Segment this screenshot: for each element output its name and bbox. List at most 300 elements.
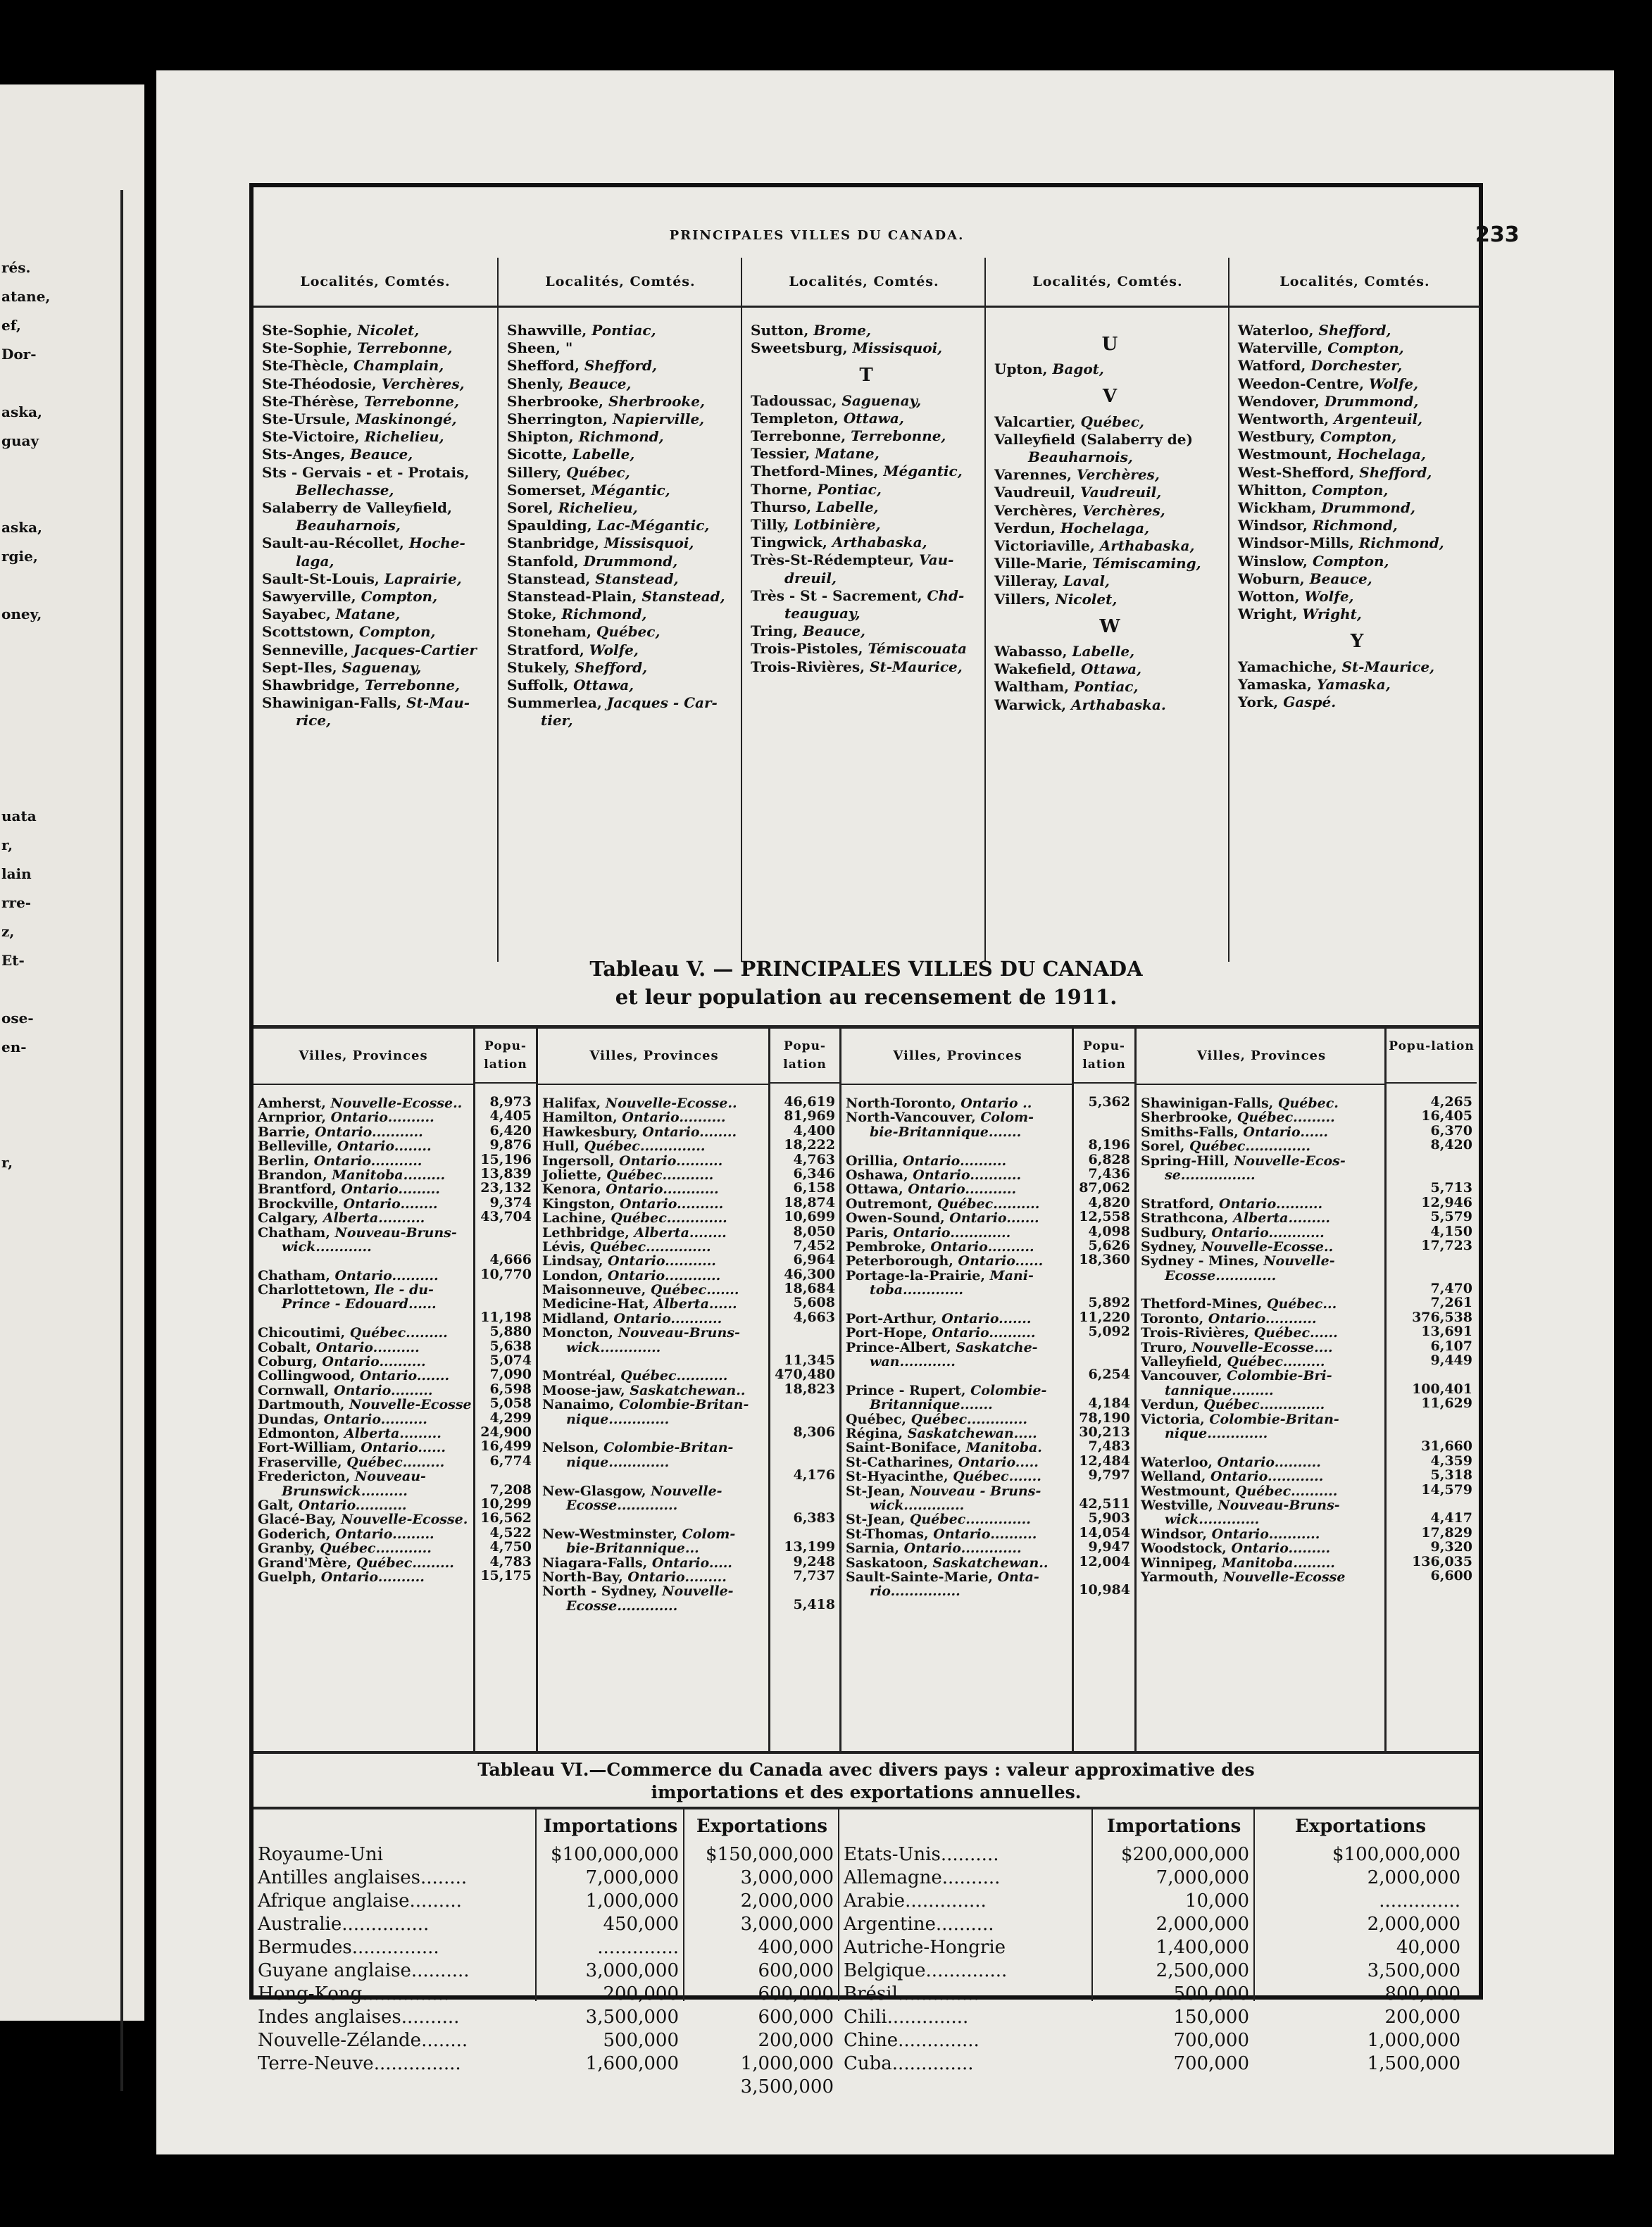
city-name: Charlottetown, [258,1283,375,1298]
population-value [1387,1167,1477,1181]
locality-name: Ste-Sophie, [262,322,358,339]
tableau5-population-body [475,1084,536,1583]
province-name: wick............. [870,1498,965,1513]
city-name: Sudbury, [1141,1225,1212,1240]
tableau5-row [538,1326,770,1340]
city-name: Goderich, [258,1526,336,1542]
population-value: 8,050 [793,1223,835,1239]
city-name: Fredericton, [258,1469,355,1484]
tableau5-row [254,1326,473,1340]
county-name: Dorchester, [1310,357,1403,375]
county-name: Verchères, [381,375,465,392]
tableau5-row [841,1139,1074,1153]
leader-dots: .............. [897,1983,980,2005]
tableau6-imports-body [1093,1843,1255,2076]
tableau5-row [841,1226,1074,1240]
city-name: Lachine, [542,1211,611,1226]
export-value: 800,000 [1384,1983,1460,2005]
locality-entry [507,499,738,517]
locality-name: Suffolk, [507,677,574,694]
tableau5-row [538,1384,770,1398]
province-name: Ontario............ [606,1182,719,1197]
city-name: Port-Hope, [846,1326,932,1341]
city-name: Maisonneuve, [542,1283,651,1298]
export-value: 200,000 [1384,2007,1460,2028]
province-name: Québec. [1277,1096,1339,1111]
province-name: Ontario.......... [334,1268,439,1284]
locality-name: Sts - Gervais - et - Protais, [262,463,470,481]
population-value: 16,499 [480,1438,532,1455]
county-name: Arthabaska, [1099,537,1195,555]
locality-entry [994,431,1225,448]
population-value: 4,176 [793,1467,835,1483]
city-name: Dartmouth, [258,1398,349,1412]
city-name: Sherbrooke, [1141,1110,1237,1125]
locality-name: Sillery, [507,463,567,481]
locality-entry [1238,588,1476,606]
county-name: Arthabaska. [1071,696,1166,713]
city-name: Waterloo, [1141,1455,1218,1470]
population-value [770,1583,839,1597]
left-page-line [1,571,121,600]
province-name: Saskatchewan..... [907,1426,1037,1441]
population-value [475,1468,536,1482]
city-name: North - Sydney, [542,1584,663,1599]
population-value: 5,713 [1430,1180,1472,1196]
locality-name: Sault-St-Louis, [262,570,384,587]
locality-entry [751,339,982,357]
province-name: Québec............. [611,1211,727,1226]
county-name: Hochelaga, [1337,446,1426,463]
tableau6-header-spacer [254,1809,535,1843]
locality-name: Wotton, [1238,588,1305,606]
locality-name: Victoriaville, [994,537,1100,555]
population-value [770,1439,839,1453]
import-value: 3,000,000 [585,1960,679,1981]
locality-name: Tilly, [751,516,794,534]
localites-column [254,258,497,962]
tableau5-names-column [839,1029,1074,1751]
tableau5-population-column [1072,1029,1134,1751]
locality-entry [751,445,982,463]
county-name: Compton, [1311,481,1389,498]
tableau6-header-imports: Importations [543,1816,678,1837]
localites-column-header: Localités, Comtés. [499,258,742,308]
tableau5-row [538,1455,770,1469]
county-name: Richelieu, [364,428,444,446]
locality-name: Thetford-Mines, [751,463,884,480]
population-value: 6,158 [793,1180,835,1196]
province-name: Colom- [980,1110,1034,1125]
county-name: Terrebonne, [364,677,461,694]
city-name: Berlin, [258,1153,314,1168]
locality-entry [994,502,1225,520]
tableau5-row [1137,1254,1387,1268]
tableau6-country-body [839,1843,1093,2076]
city-name: Windsor, [1141,1526,1212,1542]
city-name: Port-Arthur, [846,1311,942,1326]
tableau5-row [254,1096,473,1110]
province-name: Nouvelle-Ecosse [1222,1569,1346,1585]
tableau6-header-exports: Exportations [1294,1816,1427,1837]
county-name: Richmond, [1358,534,1444,552]
letter-heading: U [1101,334,1118,355]
tableau6-country-column [838,1809,1093,2074]
tableau5-row [841,1326,1074,1340]
county-name: Labelle, [1072,643,1135,660]
tableau6-exports-column [1253,1809,1466,2074]
population-value: 30,213 [1079,1424,1130,1440]
tableau5-row [841,1154,1074,1168]
county-name: Wolfe, [1304,588,1354,606]
province-name: Alberta........ [634,1225,727,1240]
locality-entry [1238,606,1476,623]
county-name: Beauharnois, [296,517,401,534]
county-name: Richelieu, [558,499,638,517]
city-name: Niagara-Falls, [542,1555,652,1570]
tableau5-names-column [1134,1029,1387,1751]
population-value: 14,054 [1079,1524,1130,1541]
locality-entry [994,360,1225,378]
export-value: 600,000 [758,1983,834,2005]
left-page-line: z, [1,923,15,940]
population-value: 8,196 [1088,1137,1130,1153]
county-name: Verchères, [1076,466,1160,484]
locality-entry [1238,534,1476,552]
locality-name: Waterloo, [1238,322,1319,339]
export-value: 2,000,000 [740,1890,834,1912]
province-name: Colombie-Britan- [619,1398,749,1412]
city-name: Moncton, [542,1326,618,1341]
country-name: Etats-Unis [844,1844,941,1865]
tableau6-title-line1: Tableau VI.—Commerce du Canada avec divers pays : valeur approximative des [477,1759,1255,1780]
tableau5-row [841,1512,1074,1526]
locality-entry [507,322,738,339]
population-value: 6,107 [1430,1338,1472,1354]
population-value: 18,874 [784,1194,835,1210]
population-value: 7,261 [1430,1295,1472,1311]
city-name: Kingston, [542,1196,620,1212]
county-name: Argenteuil, [1334,410,1423,428]
city-name: Sarnia, [846,1541,904,1556]
province-name: Québec......... [1237,1110,1335,1125]
tableau5-header-population: Popu-lation [1074,1029,1134,1084]
population-value [1074,1339,1134,1353]
county-name: dreuil, [784,569,837,586]
county-name: tier, [541,712,573,729]
tableau5-names-body [841,1085,1074,1599]
tableau6-exports-column [683,1809,839,2097]
population-value: 10,699 [784,1209,835,1225]
letter-heading: T [859,365,873,387]
locality-entry [994,484,1225,501]
county-name: St-Maurice, [870,658,963,675]
tableau5-row [841,1240,1074,1254]
tableau5-population-column [1384,1029,1477,1751]
city-name: Ingersoll, [542,1153,620,1168]
tableau5-header-population: Popu-lation [475,1029,536,1084]
locality-name: Somerset, [507,481,592,498]
tableau5-row [538,1527,770,1541]
tableau5-row [841,1426,1074,1441]
city-name: London, [542,1268,608,1284]
population-value: 8,420 [1430,1137,1472,1153]
locality-entry [994,466,1225,484]
locality-name: Stanfold, [507,552,584,570]
province-name: Saskatchewan.. [932,1555,1049,1570]
province-name: Colombie-Bri- [1227,1369,1332,1384]
leader-dots: ......... [409,1890,462,1912]
locality-name: Yamaska, [1238,675,1317,693]
tableau5-row [841,1182,1074,1196]
county-name: Drummond, [1321,499,1415,517]
population-value: 6,370 [1430,1122,1472,1138]
province-name: nique............. [566,1412,670,1426]
locality-name: Winslow, [1238,552,1313,570]
province-name: Québec......... [1227,1355,1325,1369]
tableau6-country [839,1867,1093,1890]
city-name: Fraserville, [258,1455,347,1470]
city-name: Yarmouth, [1141,1569,1223,1585]
localites-column [1228,258,1480,962]
province-name: Québec............ [320,1541,432,1556]
county-name: Shefford, [575,658,648,676]
population-value: 81,969 [784,1108,835,1124]
tableau5-row [1137,1498,1387,1512]
leader-dots: ........ [420,1867,468,1888]
tableau5-row [841,1125,1074,1139]
tableau5-row [1137,1384,1387,1398]
tableau5-row [254,1297,473,1311]
locality-name: Sutton, [751,322,814,339]
population-value: 5,579 [1430,1209,1472,1225]
county-name: Terrebonne, [363,392,459,410]
population-value: 136,035 [1412,1553,1472,1569]
tableau5-row [538,1168,770,1182]
population-value: 9,374 [489,1194,532,1210]
tableau6-country [254,1843,535,1867]
city-name: North-Vancouver, [846,1110,981,1125]
leader-dots: .......... [411,1960,470,1981]
population-value: 87,062 [1079,1180,1130,1196]
province-name: Québec.............. [584,1139,706,1154]
locality-name: Sheen, [507,339,565,357]
city-name: Sault-Sainte-Marie, [846,1569,998,1585]
left-page-line: guay [1,432,39,449]
population-value: 7,452 [793,1237,835,1253]
county-name: laga, [296,552,334,570]
country-name: Nouvelle-Zélande [258,2030,422,2051]
tableau5-row [1137,1096,1387,1110]
import-value: 500,000 [603,2030,679,2051]
population-value: 8,306 [793,1424,835,1440]
population-value: 46,619 [784,1094,835,1110]
population-value [1387,1425,1477,1439]
tableau5-row [1137,1168,1387,1182]
province-name: rio............... [870,1584,960,1599]
city-name: Amherst, [258,1096,331,1111]
county-name: Shefford, [1359,463,1432,481]
tableau5-row [538,1599,770,1613]
population-value [770,1497,839,1511]
county-name: Richmond, [578,428,664,446]
tableau5-row [254,1154,473,1168]
population-value [770,1526,839,1540]
county-name: Pontiac, [1074,678,1139,696]
tableau5-row [1137,1297,1387,1311]
locality-entry [507,357,738,375]
province-name: Nouveau-Bruns- [1218,1498,1340,1513]
population-value: 46,300 [784,1266,835,1282]
county-name: Brome, [813,322,871,339]
import-value: 3,500,000 [585,2007,679,2028]
city-name: Lindsay, [542,1254,608,1269]
population-value: 5,903 [1088,1510,1130,1526]
city-name: Nelson, [542,1441,604,1455]
tableau6-header-imports: Importations [1106,1816,1241,1837]
population-value: 9,797 [1088,1467,1130,1483]
tableau6-country [254,2052,535,2076]
city-name: Barrie, [258,1124,315,1140]
tableau5-row [254,1469,473,1483]
city-name: Westville, [1141,1498,1218,1513]
localites-column [497,258,742,962]
tableau5-row [841,1110,1074,1124]
locality-name: Ville-Marie, [994,555,1092,572]
province-name: Ontario........... [314,1124,423,1140]
tableau5-row [254,1110,473,1124]
county-name: Vau- [918,551,954,569]
province-name: Ontario......... [341,1182,440,1197]
province-name: Colom- [682,1526,736,1542]
localites-column-body [986,308,1229,714]
county-name: Compton, [1320,428,1397,446]
letter-heading: Y [1350,631,1364,653]
locality-name: Thurso, [751,498,817,515]
province-name: Nouvelle- [651,1483,722,1498]
locality-entry [262,712,493,729]
tableau5-row [538,1110,770,1124]
city-name: Régina, [846,1426,908,1441]
locality-entry [507,339,738,357]
tableau5-names-body [1137,1085,1387,1584]
province-name: Ontario.......... [320,1569,425,1585]
province-name: Nouvelle- [662,1584,734,1599]
province-name: Ontario....... [359,1369,450,1384]
tableau6-title [254,1759,1479,1804]
county-name: Gaspé. [1283,694,1337,711]
tableau5-title-line2: et leur population au recensement de 1911. [615,985,1118,1009]
import-value: 1,400,000 [1156,1937,1249,1958]
left-page-line [1,744,121,773]
tableau5-row [1137,1341,1387,1355]
population-value [770,1396,839,1410]
locality-entry [507,712,738,729]
locality-entry [1238,410,1476,428]
county-name: Nicolet, [357,322,420,339]
tableau5-row [538,1484,770,1498]
locality-name: Terrebonne, [751,427,851,445]
county-name: Richmond, [1312,517,1398,534]
population-value: 9,947 [1088,1539,1130,1555]
locality-name: Ste-Victoire, [262,428,365,446]
tableau5-row [538,1512,770,1526]
county-name: Matane, [815,445,880,463]
export-value: 600,000 [758,1960,834,1981]
locality-name: Shenly, [507,375,569,392]
tableau5-row [254,1512,473,1526]
tableau5-row [254,1226,473,1240]
county-name: Bagot, [1052,360,1104,378]
export-value: 600,000 [758,2007,834,2028]
locality-name: Ste-Sophie, [262,339,358,357]
import-value: $100,000,000 [551,1844,679,1865]
tableau5-row [1137,1469,1387,1483]
county-name: Compton, [1327,339,1404,357]
county-name: Beauharnois, [1028,448,1133,466]
locality-name: Tadoussac, [751,391,842,409]
leader-dots: .......... [935,1914,994,1935]
tableau5-row [538,1297,770,1311]
tableau5-row [841,1269,1074,1283]
locality-name: Templeton, [751,409,844,427]
country-name: Allemagne [844,1867,942,1888]
province-name: Ontario...... [361,1441,446,1455]
province-name: nique............. [1165,1426,1268,1441]
city-name: Strathcona, [1141,1211,1234,1226]
tableau5-row [254,1240,473,1254]
province-name: Nouvelle-Ecosse.. [330,1096,463,1111]
city-name: Calgary, [258,1211,323,1226]
leader-dots: ............... [373,2053,461,2074]
county-name: Ottawa, [1081,660,1142,678]
city-name: North-Bay, [542,1569,628,1585]
province-name: Nouvelle- [1263,1254,1335,1269]
province-name: Ontario........ [343,1196,438,1212]
tableau5-row [1137,1570,1387,1584]
locality-entry [1238,517,1476,534]
population-value [1074,1382,1134,1396]
population-value: 4,417 [1430,1510,1472,1526]
province-name: se................ [1165,1167,1256,1183]
county-name: teauguay, [784,605,861,622]
tableau5-row [254,1125,473,1139]
locality-name: Trois-Pistoles, [751,640,868,658]
country-name: Argentine [844,1914,936,1935]
export-value: $100,000,000 [1332,1844,1460,1865]
tableau5-row [1137,1369,1387,1383]
population-value [1074,1483,1134,1497]
tableau5-row [254,1182,473,1196]
population-value: 5,074 [489,1353,532,1369]
tableau5-row [254,1168,473,1182]
county-name: Lotbinière, [794,516,881,534]
locality-name: Wabasso, [994,643,1072,660]
province-name: Brunswick.......... [282,1483,408,1498]
population-value [1387,1267,1477,1281]
county-name: Saguenay, [841,391,922,409]
city-name: St-Jean, [846,1483,910,1498]
left-page-line [1,715,121,744]
tableau5-header-villes: Villes, Provinces [1137,1029,1387,1085]
population-value [1387,1411,1477,1425]
tableau5-row [254,1211,473,1225]
locality-entry [1238,339,1476,357]
left-page-line: atane, [1,288,51,305]
population-value: 4,820 [1088,1194,1130,1210]
locality-entry [751,622,982,640]
city-name: Brantford, [258,1182,342,1197]
